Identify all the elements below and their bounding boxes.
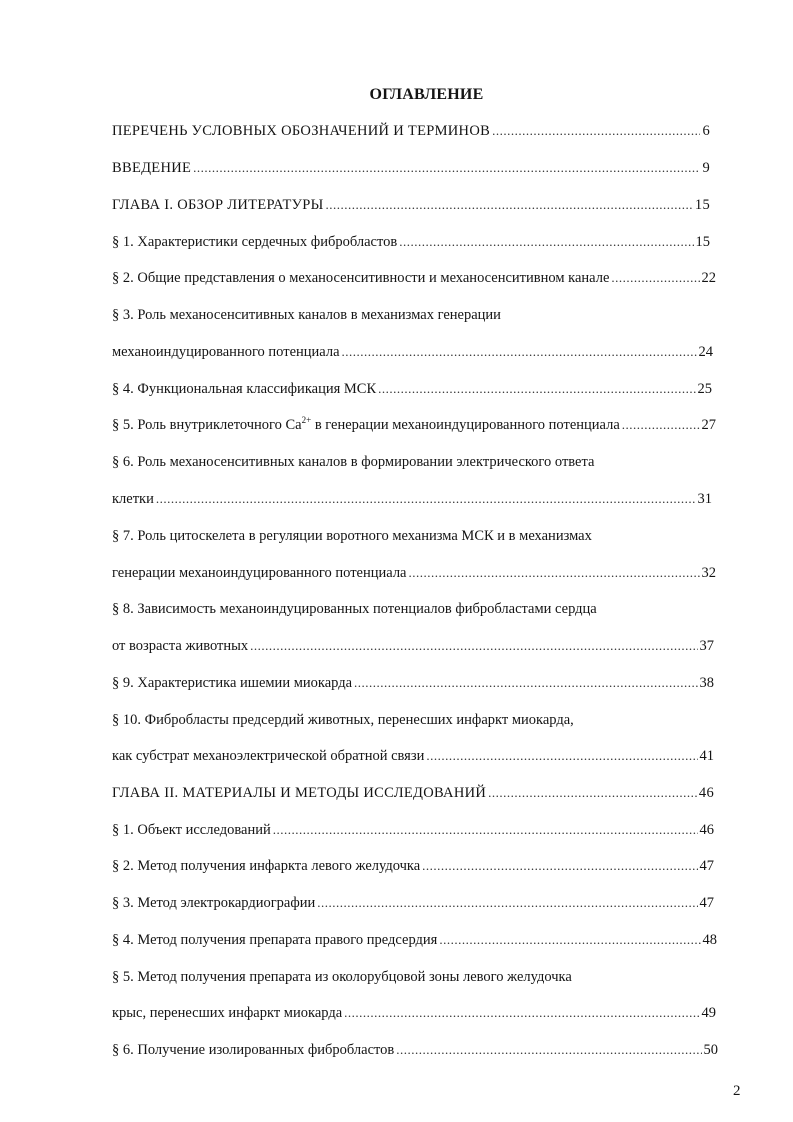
leader-dots xyxy=(317,894,697,912)
toc-entry-text: § 1. Характеристики сердечных фибробластов xyxy=(112,234,398,250)
toc-entry-text: ГЛАВА II. МАТЕРИАЛЫ И МЕТОДЫ ИССЛЕДОВАНИЙ xyxy=(112,785,487,801)
toc-entry-text: крыс, перенесших инфаркт миокарда xyxy=(112,1005,343,1021)
toc-entry[interactable] xyxy=(112,527,716,545)
toc-entry-text: от возраста животных xyxy=(112,638,249,654)
toc-entry-page: 49 xyxy=(701,1005,716,1021)
toc-entry-text: § 7. Роль цитоскелета в регуляции воротного механизма МСК и в механизмах xyxy=(112,528,592,544)
toc-entry-page: 47 xyxy=(699,858,714,874)
toc-entry[interactable] xyxy=(112,600,716,618)
toc-entry-text: ГЛАВА I. ОБЗОР ЛИТЕРАТУРЫ xyxy=(112,197,324,213)
leader-dots xyxy=(354,674,697,692)
leader-dots xyxy=(396,1041,701,1059)
leader-dots xyxy=(326,196,693,214)
leader-dots xyxy=(488,784,697,802)
leader-dots xyxy=(156,490,696,508)
toc-entry-text: § 4. Функциональная классификация МСК xyxy=(112,381,377,397)
toc-entry-page: 24 xyxy=(698,344,713,360)
leader-dots xyxy=(409,564,700,582)
toc-entry-text: § 1. Объект исследований xyxy=(112,822,271,838)
toc-entry-page: 37 xyxy=(699,638,714,654)
leader-dots xyxy=(273,821,698,839)
toc-entry-page: 38 xyxy=(699,675,714,691)
toc-entry-page: 31 xyxy=(697,491,712,507)
toc-entry-text: § 5. Метод получения препарата из околорубцовой зоны левого желудочка xyxy=(112,969,572,985)
toc-entry-text: § 9. Характеристика ишемии миокарда xyxy=(112,675,353,691)
toc-entry[interactable] xyxy=(112,416,716,434)
toc-entry[interactable] xyxy=(112,233,710,251)
toc-entry-page: 47 xyxy=(699,895,714,911)
toc-entry[interactable] xyxy=(112,821,714,839)
leader-dots xyxy=(250,637,697,655)
toc-entry-text: § 6. Получение изолированных фибробластов xyxy=(112,1042,395,1058)
toc-entry[interactable] xyxy=(112,1004,716,1022)
toc-entry-page: 46 xyxy=(699,822,714,838)
toc-entry-text: § 3. Метод электрокардиографии xyxy=(112,895,316,911)
toc-entry[interactable] xyxy=(112,380,712,398)
toc-entry[interactable] xyxy=(112,564,716,582)
leader-dots xyxy=(622,416,700,434)
toc-entry[interactable] xyxy=(112,968,717,986)
toc-entry[interactable] xyxy=(112,747,714,765)
toc-entry[interactable] xyxy=(112,894,714,912)
toc-entry-text: как субстрат механоэлектрической обратной связи xyxy=(112,748,425,764)
toc-title: ОГЛАВЛЕНИЕ xyxy=(369,86,484,103)
toc-entry-text: § 5. Роль внутриклеточного $Са^{2+}$ в генерации механоиндуцированного потенциала xyxy=(112,415,620,433)
toc-entry-page: 6 xyxy=(702,123,710,139)
leader-dots xyxy=(611,269,699,287)
leader-dots xyxy=(193,159,700,177)
toc-entry[interactable] xyxy=(112,637,714,655)
page-number: 2 xyxy=(733,1083,741,1099)
toc-entry-text: § 2. Метод получения инфаркта левого желудочка xyxy=(112,858,421,874)
toc-entry-text: § 2. Общие представления о механосенситивности и механосенситивном канале xyxy=(112,270,610,286)
toc-entry-page: 48 xyxy=(702,932,717,948)
toc-entry-page: 9 xyxy=(702,160,710,176)
leader-dots xyxy=(439,931,700,949)
toc-entry-page: 15 xyxy=(695,234,710,250)
toc-entry-page: 41 xyxy=(699,748,714,764)
toc-entry-text: генерации механоиндуцированного потенциала xyxy=(112,565,407,581)
toc-entry-text: ВВЕДЕНИЕ xyxy=(112,160,192,176)
toc-entry-page: 46 xyxy=(698,785,714,801)
toc-entry-page: 32 xyxy=(701,565,716,581)
toc-entry-page: 15 xyxy=(694,197,710,213)
toc-entry[interactable] xyxy=(112,857,714,875)
toc-entry[interactable] xyxy=(112,269,716,287)
toc-entry[interactable] xyxy=(112,453,716,471)
toc-entry-text: ПЕРЕЧЕНЬ УСЛОВНЫХ ОБОЗНАЧЕНИЙ И ТЕРМИНОВ xyxy=(112,123,491,139)
toc-entry[interactable] xyxy=(112,1041,718,1059)
toc-entry-text: механоиндуцированного потенциала xyxy=(112,344,340,360)
toc-entry[interactable] xyxy=(112,674,714,692)
toc-entry[interactable] xyxy=(112,711,716,729)
toc-entry[interactable] xyxy=(112,784,714,802)
leader-dots xyxy=(422,857,697,875)
toc-entry-text: § 3. Роль механосенситивных каналов в механизмах генерации xyxy=(112,307,501,323)
leader-dots xyxy=(342,343,697,361)
toc-entry[interactable] xyxy=(112,122,710,140)
leader-dots xyxy=(344,1004,699,1022)
toc-entry-page: 50 xyxy=(703,1042,718,1058)
toc-entry[interactable] xyxy=(112,159,710,177)
toc-entry[interactable] xyxy=(112,306,716,324)
leader-dots xyxy=(426,747,697,765)
toc-entry-page: 22 xyxy=(701,270,716,286)
toc-entry[interactable] xyxy=(112,931,717,949)
toc-entry[interactable] xyxy=(112,490,712,508)
toc-entry-text: § 4. Метод получения препарата правого предсердия xyxy=(112,932,438,948)
toc-entry[interactable] xyxy=(112,343,713,361)
leader-dots xyxy=(492,122,700,140)
toc-entry-text: § 8. Зависимость механоиндуцированных потенциалов фибробластами сердца xyxy=(112,601,597,617)
leader-dots xyxy=(378,380,695,398)
toc-entry[interactable] xyxy=(112,196,710,214)
toc-entry-text: § 10. Фибробласты предсердий животных, перенесших инфаркт миокарда, xyxy=(112,712,574,728)
toc-entry-page: 27 xyxy=(701,417,716,433)
leader-dots xyxy=(399,233,693,251)
toc-entry-text: клетки xyxy=(112,491,154,507)
toc-entry-text: § 6. Роль механосенситивных каналов в формировании электрического ответа xyxy=(112,454,595,470)
toc-entry-page: 25 xyxy=(697,381,712,397)
